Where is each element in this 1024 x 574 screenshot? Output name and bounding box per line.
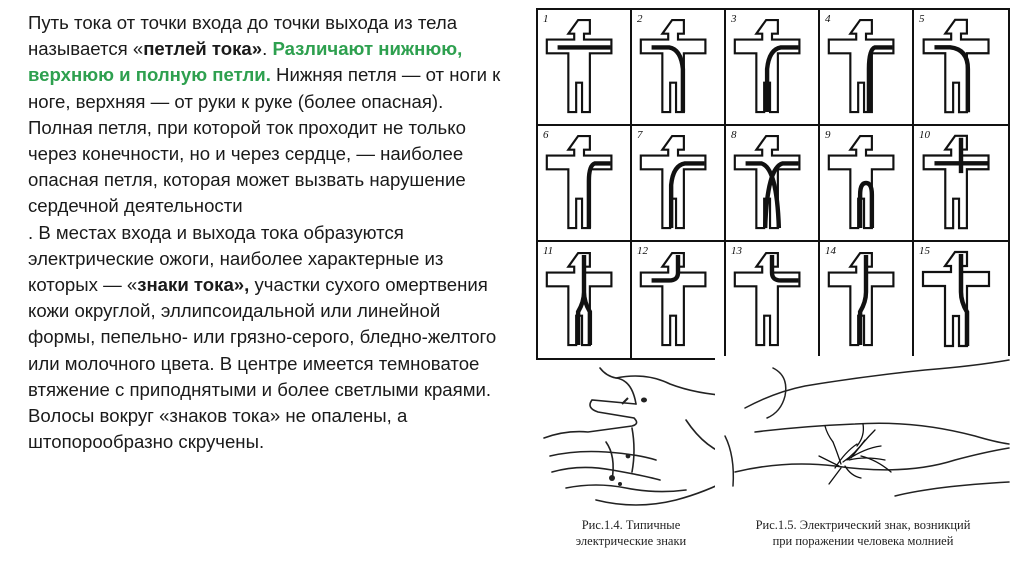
arm-icon: [715, 356, 1011, 516]
body-figure-icon: [914, 10, 1008, 124]
body-figure-icon: [914, 242, 1008, 358]
paragraph-second: [28, 220, 508, 456]
figure-caption-2: [722, 517, 1004, 549]
loop-cell-14: [820, 242, 914, 358]
description-text: [28, 10, 508, 455]
text-intro: Путь тока от точки входа до точки выхода из тела называется «: [28, 12, 458, 60]
loop-cell-9: [820, 126, 914, 242]
caption-2-line-1: Рис.1.5. Электрический знак, возникций: [755, 518, 971, 532]
loop-cell-3: [726, 10, 820, 126]
body-figure-icon: [820, 10, 912, 124]
loop-cell-7: [632, 126, 726, 242]
cell-number: 9: [825, 129, 831, 141]
cell-number: 14: [825, 245, 836, 257]
loop-cell-4: [820, 10, 914, 126]
cell-number: 5: [919, 13, 925, 25]
cell-number: 7: [637, 129, 643, 141]
cell-number: 6: [543, 129, 549, 141]
text-loops-desc: Нижняя петля — от ноги к ноге, верхняя — от руки к руке (более опасная). Полная петля, при которой ток проходит не только через конечности, но и через сердце, — наиболее опасная петля, которая может вызвать нарушение сердечной деятельности: [28, 64, 501, 217]
body-figure-icon: [820, 242, 912, 358]
highlight-loops: Различают нижнюю, верхнюю и полную петли.: [28, 38, 463, 86]
text-burns: . В местах входа и выхода тока образуются электрические ожоги, наиболее характерные из которых — «: [28, 221, 444, 296]
body-figure-icon: [726, 126, 818, 240]
body-figure-icon: [726, 242, 818, 358]
loop-cell-2: [632, 10, 726, 126]
loop-cell-10: [914, 126, 1008, 242]
caption-1-line-1: Рис.1.4. Типичные: [581, 518, 681, 532]
cell-number: 11: [543, 245, 554, 257]
loop-cell-15: [914, 242, 1008, 358]
caption-2-line-2: при поражении человека молнией: [772, 534, 954, 548]
caption-1-line-2: электрические знаки: [575, 534, 687, 548]
loop-cell-6: [538, 126, 632, 242]
body-figure-icon: [820, 126, 912, 240]
cell-number: 10: [919, 129, 930, 141]
body-figure-icon: [632, 242, 724, 358]
body-figure-icon: [538, 242, 630, 358]
loop-cell-11: [538, 242, 632, 358]
body-figure-icon: [914, 126, 1008, 240]
cell-number: 1: [543, 13, 549, 25]
loop-cell-1: [538, 10, 632, 126]
figure-caption-1: [556, 517, 706, 549]
paragraph-main: [28, 10, 508, 220]
body-figure-icon: [726, 10, 818, 124]
loop-cell-12: [632, 242, 726, 358]
term-current-loop: петлей тока»: [143, 38, 263, 60]
cell-number: 12: [637, 245, 648, 257]
cell-number: 8: [731, 129, 737, 141]
hand-icon: [536, 360, 736, 520]
cell-number: 3: [731, 13, 737, 25]
body-figure-icon: [538, 126, 630, 240]
text-period: .: [262, 38, 273, 60]
cell-number: 4: [825, 13, 831, 25]
text-marks-desc: участки сухого омертвения кожи округлой, эллипсоидальной или линейной формы, пепельно- или грязно-серого, бледно-желтого или молочного цвета. В центре имеется темноватое втяжение с приподнятыми и более светлыми краями. Волосы вокруг «знаков тока» не опалены, а штопорообразно скручены.: [28, 274, 497, 453]
loop-cell-13: [726, 242, 820, 358]
term-current-marks: знаки тока»,: [137, 274, 250, 296]
body-figure-icon: [632, 10, 724, 124]
loop-cell-8: [726, 126, 820, 242]
body-figure-icon: [538, 10, 630, 124]
cell-number: 13: [731, 245, 742, 257]
cell-number: 2: [637, 13, 643, 25]
cell-number: 15: [919, 245, 930, 257]
current-loop-diagram-grid: [536, 8, 1010, 360]
loop-cell-5: [914, 10, 1008, 126]
body-figure-icon: [632, 126, 724, 240]
